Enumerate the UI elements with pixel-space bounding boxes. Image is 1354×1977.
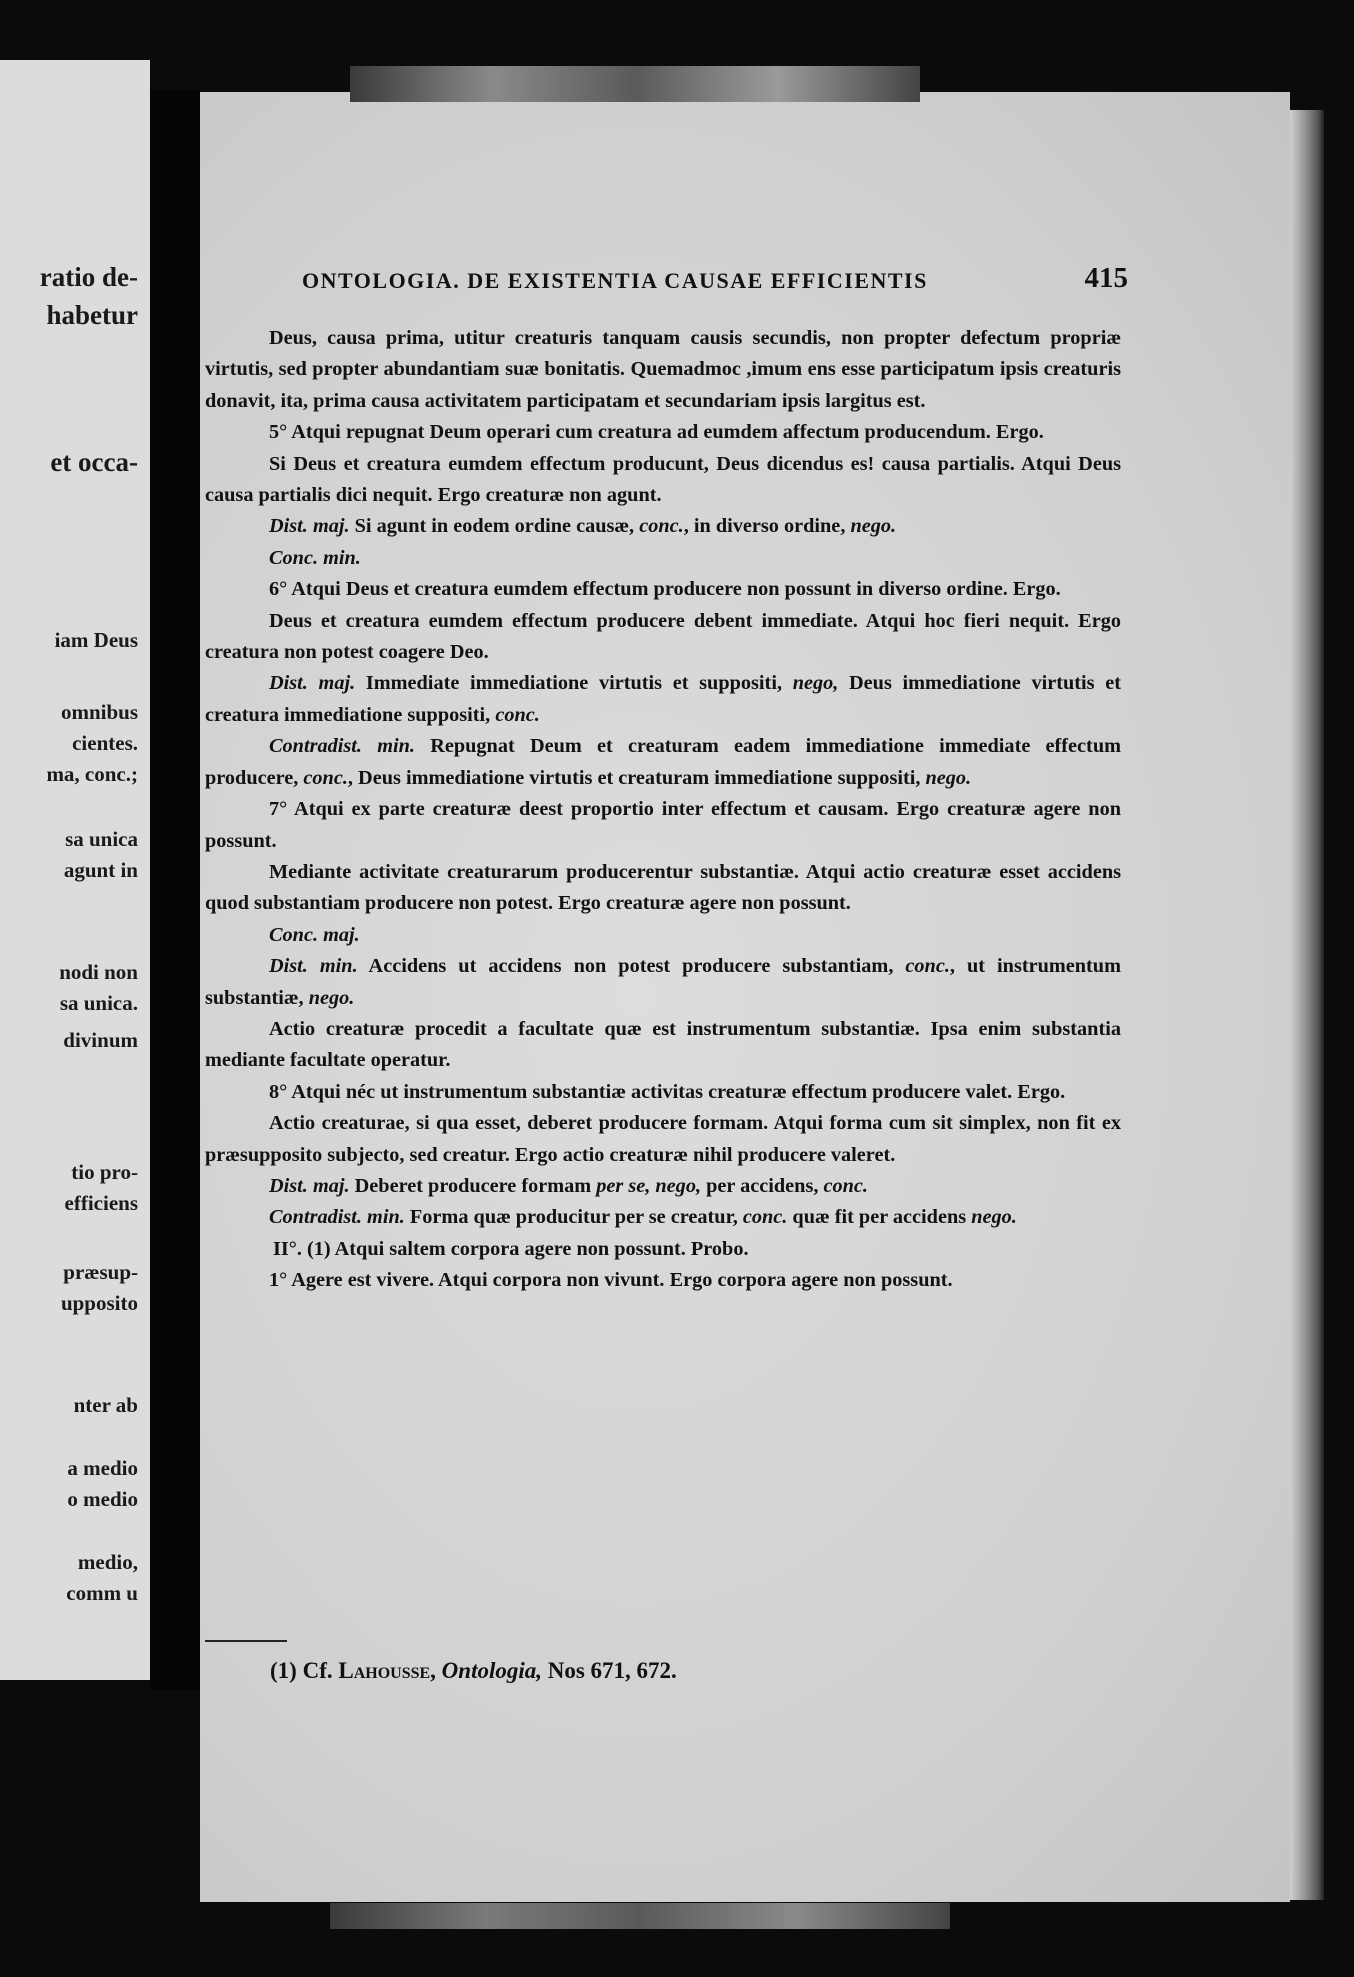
facing-page-line: sa unica [65,827,138,851]
text-run: II°. (1) Atqui saltem corpora agere non possunt. Probo. [273,1237,749,1260]
text-run: 5° Atqui repugnat Deum operari cum creatura ad eumdem affectum producendum. Ergo. [269,421,1044,444]
bottom-binding-strip [330,1903,950,1929]
italic-term: per se, nego, [596,1174,702,1197]
facing-page [0,60,150,1680]
facing-page-line: præsup- [63,1260,138,1284]
text-run: Deus et creatura eumdem effectum producere debent immediate. Atqui hoc fieri nequit. Ergo creatura non potest coagere Deo. [205,609,1121,664]
text-run: 7° Atqui ex parte creaturæ deest proportio inter effectum et causam. Ergo creaturæ agere non possunt. [205,798,1121,852]
paragraph [205,511,1121,542]
italic-term: conc. [639,515,684,538]
paragraph [205,417,1121,448]
paragraph [205,606,1121,669]
page-number: 415 [1084,262,1128,294]
facing-page-line: upposito [60,1291,138,1315]
italic-term: Conc. maj. [269,923,360,946]
text-run: Deus, causa prima, utitur creaturis tanquam causis secundis, non propter defectum propriæ virtutis, sed propter abundantiam suæ bonitatis. Quemadmoc ,imum ens esse participatum ipsis creaturis donavit, ita, prima causa activitatem participatam et secundariam ipsis largitus est. [205,327,1121,412]
paragraph [205,323,1121,417]
facing-page-line: ma, conc.; [46,762,138,786]
facing-page-line: o medio [67,1487,138,1511]
text-run: 8° Atqui néc ut instrumentum substantiæ activitas creaturæ effectum producere valet. Ergo. [269,1080,1066,1103]
italic-term: nego. [971,1206,1017,1229]
italic-term: nego. [850,515,897,538]
main-text [205,323,1121,1297]
italic-term: Contradist. min. [269,735,415,758]
italic-term: conc. [303,766,348,789]
paragraph [205,1108,1121,1171]
paragraph [205,1265,1121,1296]
text-run: 1° Agere est vivere. Atqui corpora non vivunt. Ergo corpora agere non possunt. [269,1269,953,1292]
facing-page-line: agunt in [63,858,138,882]
facing-page-line: efficiens [64,1191,138,1215]
paragraph [205,1234,1121,1265]
text-run: Actio creaturæ procedit a facultate quæ est instrumentum substantiæ. Ipsa enim substantia mediante facultate operatur. [205,1017,1121,1072]
top-binding-strip [350,66,920,102]
footnote-prefix: Cf. [302,1658,333,1683]
text-run: Mediante activitate creaturarum producerentur substantiæ. Atqui actio creaturæ esset accidens quod substantiam producere non potest. Ergo creaturæ agere non possunt. [205,860,1121,915]
facing-page-line: a medio [67,1456,138,1480]
italic-term: conc. [742,1206,788,1229]
text-run: Immediate immediatione virtutis et suppositi, [355,672,793,695]
text-run: , in diverso ordine, [683,515,851,538]
facing-page-line: nter ab [73,1393,138,1417]
paragraph [205,794,1121,857]
paragraph [205,668,1121,731]
footnote-work: Ontologia, [441,1658,542,1683]
text-run: quæ fit per accidens [787,1206,972,1229]
facing-page-line: medio, [77,1550,138,1574]
italic-term: Dist. maj. [269,672,356,695]
facing-page-line: omnibus [60,700,138,724]
paragraph [205,731,1121,794]
facing-page-line: iam Deus [54,628,138,652]
text-run: Repugnat Deum et creaturam eadem immediatione immediate effectum producere, [205,735,1121,789]
text-run: Deberet producere formam [349,1174,597,1197]
italic-term: Conc. min. [269,546,361,569]
italic-term: conc. [905,955,950,978]
italic-term: Dist. min. [269,955,358,978]
text-run: Deus immediatione virtutis et creatura immediatione suppositi, [205,672,1121,726]
text-run: 6° Atqui Deus et creatura eumdem effectum producere non possunt in diverso ordine. Ergo. [269,578,1061,601]
paragraph [205,574,1121,605]
text-run: Forma quæ producitur per se creatur, [404,1206,743,1229]
facing-page-line: nodi non [59,960,138,984]
italic-term: nego. [925,766,972,789]
paragraph [205,1202,1121,1233]
book-gutter [150,90,200,1690]
text-run: Actio creaturae, si qua esset, deberet producere formam. Atqui forma cum sit simplex, non fit ex præsupposito subjecto, sed creatur. Ergo actio creaturæ nihil producere valeret. [205,1112,1121,1166]
facing-page-line: divinum [63,1028,138,1052]
italic-term: nego. [308,986,355,1009]
italic-term: Dist. maj. [269,515,350,538]
paragraph [205,857,1121,920]
text-run: Si Deus et creatura eumdem effectum producunt, Deus dicendus es! causa partialis. Atqui Deus causa partialis dici nequit. Ergo creaturæ non agunt. [205,452,1121,507]
footnote-author: Lahousse, [338,1658,436,1683]
paragraph [205,1077,1121,1108]
italic-term: Dist. maj. [269,1174,350,1197]
text-run: , ut instrumentum substantiæ, [205,955,1121,1009]
paragraph [205,920,1121,951]
text-run: , Deus immediatione virtutis et creaturam immediatione suppositi, [347,766,926,789]
text-run: per accidens, [701,1174,824,1197]
paragraph [205,1014,1121,1077]
facing-page-line: habetur [46,300,138,330]
footnote [270,1658,677,1684]
facing-page-line: cientes. [72,731,138,755]
paragraph [205,951,1121,1014]
running-header [302,262,1128,302]
paragraph [205,543,1121,574]
running-title: ONTOLOGIA. DE EXISTENTIA CAUSAE EFFICIENTIS [302,268,928,293]
footnote-rule [205,1640,287,1642]
facing-page-line: et occa- [50,447,138,477]
italic-term: conc. [495,703,540,726]
facing-page-line: comm u [66,1581,138,1605]
text-run: Si agunt in eodem ordine causæ, [349,515,640,538]
facing-page-line: tio pro- [71,1160,138,1184]
italic-term: nego, [792,672,839,695]
footnote-marker: (1) [270,1658,297,1683]
italic-term: conc. [823,1174,868,1197]
text-run: Accidens ut accidens non potest producere substantiam, [357,955,906,978]
facing-page-line: ratio de- [39,262,138,292]
facing-page-line: sa unica. [59,991,138,1015]
italic-term: Contradist. min. [269,1206,405,1229]
page-edge [1290,110,1324,1900]
paragraph [205,1171,1121,1202]
footnote-ref: Nos 671, 672. [547,1658,677,1683]
paragraph [205,449,1121,512]
